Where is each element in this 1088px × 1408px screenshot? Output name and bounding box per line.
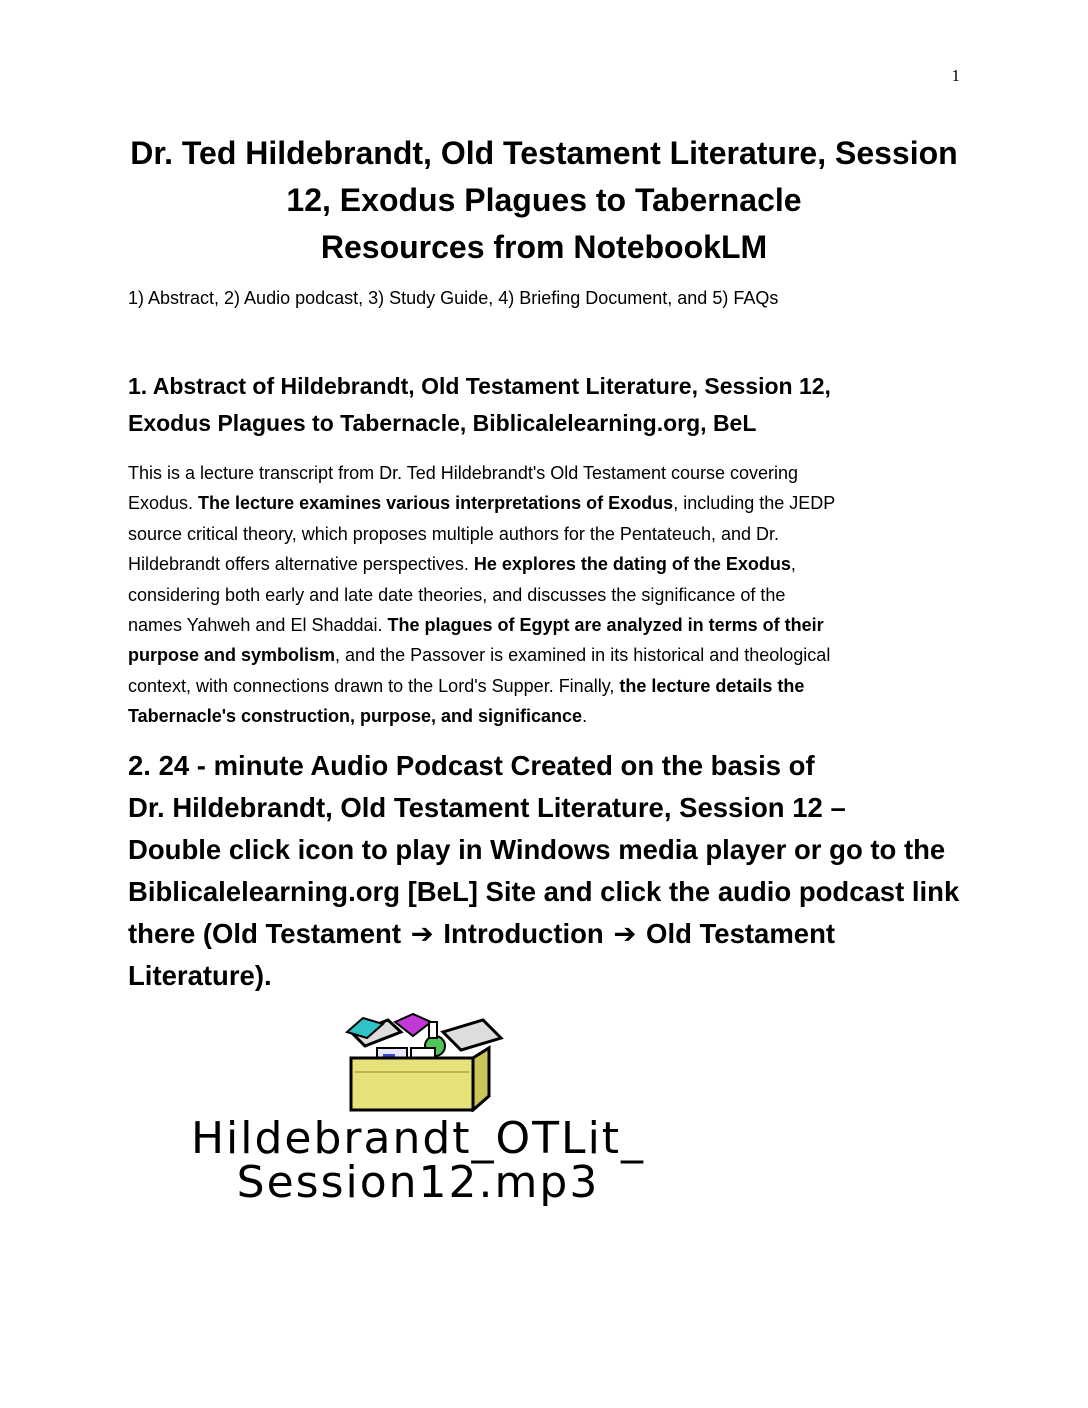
file-name-line: Hildebrandt_OTLit_ — [190, 1113, 646, 1164]
title-line: Dr. Ted Hildebrandt, Old Testament Literature, Session — [130, 135, 958, 171]
audio-file-link[interactable] — [128, 1113, 708, 1208]
bold-text: The plagues of Egypt are analyzed in terms of their — [387, 615, 824, 636]
text: Hildebrandt offers alternative perspectives. — [128, 554, 474, 575]
text: context, with connections drawn to the Lord's Supper. Finally, — [128, 675, 620, 696]
heading-line: Exodus Plagues to Tabernacle, Biblicalelearning.org, BeL — [128, 410, 757, 436]
text: names Yahweh and El Shaddai. — [128, 615, 388, 636]
title-line: Resources from NotebookLM — [320, 229, 768, 265]
arrow-right-icon: ➔ — [410, 918, 434, 949]
heading-line: Dr. Hildebrandt, Old Testament Literature, Session 12 – — [128, 792, 846, 823]
abstract-line — [128, 671, 960, 701]
heading-line — [128, 913, 968, 955]
abstract-line — [128, 519, 960, 549]
abstract-line — [128, 640, 960, 670]
abstract-line — [128, 458, 960, 488]
heading-line: Literature). — [128, 960, 272, 991]
text: source critical theory, which proposes multiple authors for the Pentateuch, and Dr. — [128, 523, 779, 544]
page-number: 1 — [951, 66, 960, 85]
text: considering both early and late date theories, and discusses the significance of the — [128, 584, 786, 605]
heading-line: Biblicalelearning.org [BeL] Site and click the audio podcast link — [128, 876, 960, 907]
bold-text: The lecture examines various interpretations of Exodus — [198, 493, 674, 514]
package-icon[interactable] — [333, 1012, 505, 1112]
bold-text: purpose and symbolism — [128, 645, 336, 666]
arrow-right-icon: ➔ — [613, 918, 637, 949]
abstract-line — [128, 610, 960, 640]
document-title — [128, 130, 960, 271]
bold-text: He explores the dating of the Exodus — [473, 554, 791, 575]
file-name-line: Session12.mp3 — [236, 1157, 600, 1208]
abstract-line — [128, 701, 960, 731]
text: , including the JEDP — [673, 493, 836, 514]
abstract-line — [128, 488, 960, 518]
text: . — [582, 706, 588, 727]
abstract-line — [128, 549, 960, 579]
abstract-line — [128, 580, 960, 610]
bold-text: the lecture details the — [619, 675, 805, 696]
section1-heading — [128, 368, 960, 442]
abstract-paragraph — [128, 458, 960, 732]
text: Exodus. — [128, 493, 199, 514]
text: Introduction — [435, 918, 612, 949]
heading-line: Double click icon to play in Windows media player or go to the — [128, 834, 946, 865]
text: there (Old Testament — [128, 918, 409, 949]
section2-heading — [128, 745, 968, 997]
text: Old Testament — [638, 918, 836, 949]
text: , and the Passover is examined in its historical and theological — [335, 645, 831, 666]
text: This is a lecture transcript from Dr. Ted Hildebrandt's Old Testament course covering — [128, 463, 799, 483]
contents-list: 1) Abstract, 2) Audio podcast, 3) Study Guide, 4) Briefing Document, and 5) FAQs — [128, 288, 779, 308]
heading-line: 1. Abstract of Hildebrandt, Old Testament Literature, Session 12, — [128, 373, 831, 399]
title-line: 12, Exodus Plagues to Tabernacle — [286, 182, 802, 218]
text: , — [790, 554, 796, 575]
bold-text: Tabernacle's construction, purpose, and significance — [128, 706, 583, 727]
heading-line: 2. 24 - minute Audio Podcast Created on the basis of — [128, 750, 815, 781]
